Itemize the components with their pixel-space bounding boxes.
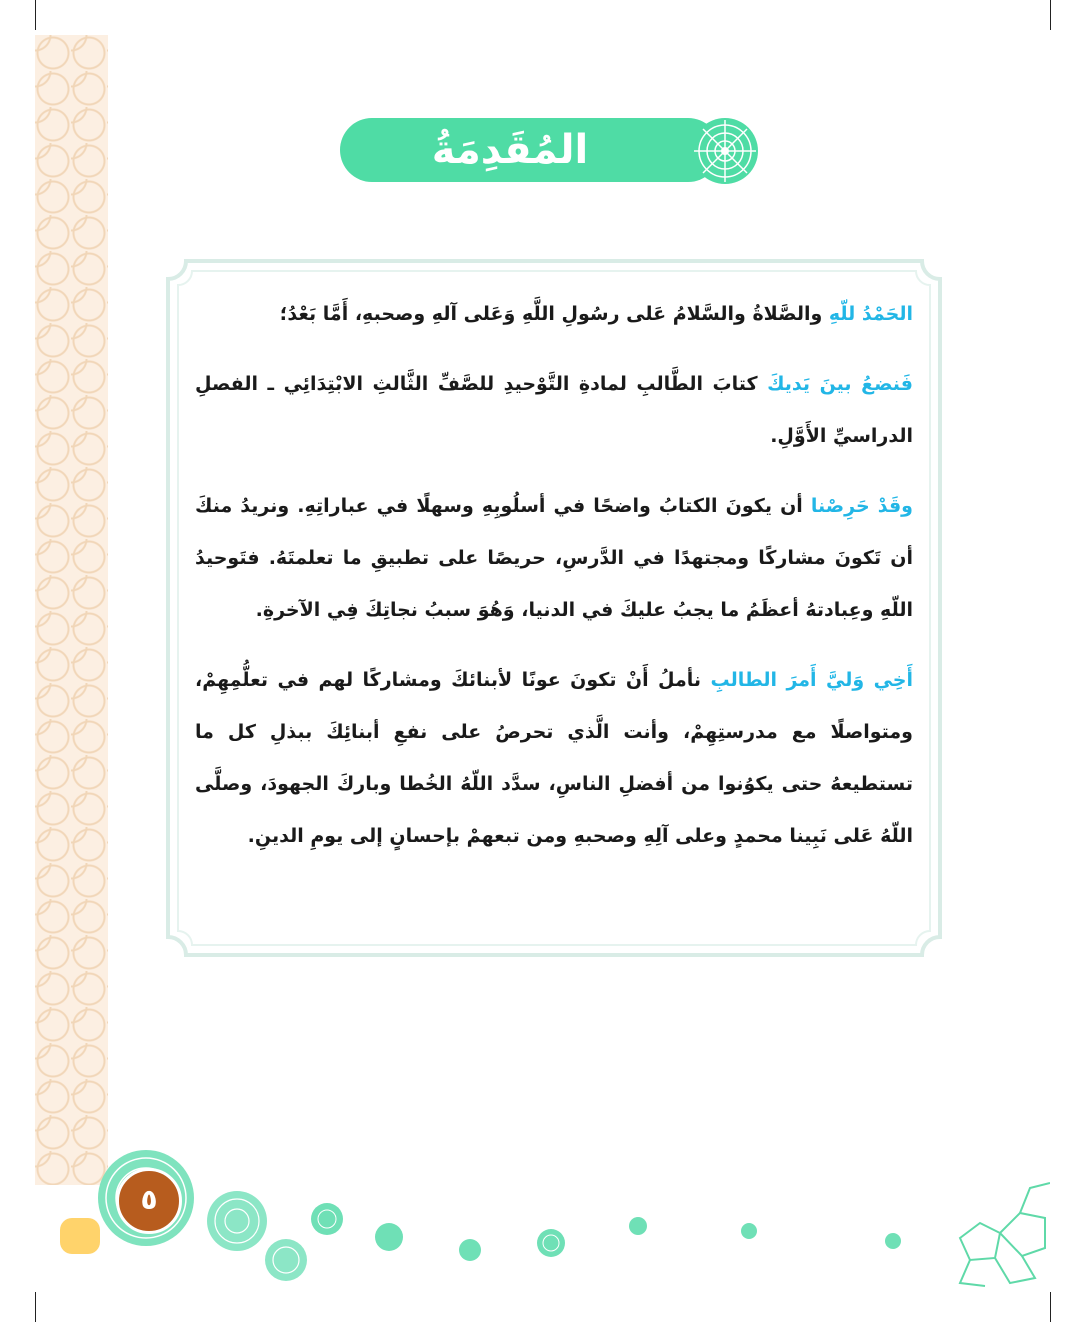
publisher-logo	[60, 1218, 100, 1254]
paragraph-3	[195, 480, 913, 636]
paragraph-2	[195, 358, 913, 462]
page-title: المُقَدِمَةُ	[431, 127, 589, 173]
paragraph-text: والصَّلاةُ والسَّلامُ عَلى رسُولِ اللَّهِ وَعَلى آلهِ وصحبهِ، أَمَّا بَعْدُ؛	[279, 303, 829, 325]
rosette-icon	[206, 1190, 268, 1252]
highlight: أَخِي وَليَّ أَمرَ الطالبِ	[710, 669, 914, 691]
rosette-icon	[264, 1238, 308, 1282]
decorative-side-strip	[35, 35, 108, 1185]
rosette-icon	[690, 116, 760, 186]
rosette-icon	[310, 1202, 344, 1236]
rosette-icon	[884, 1232, 902, 1250]
paragraph-text: أن يكونَ الكتابُ واضحًا في أسلُوبِهِ وسهلًا في عباراتِهِ. ونريدُ منكَ أن تَكونَ مشاركًا ومجتهدًا في الدَّرسِ، حريصًا على تطبيقِ ما تعلمتَهُ. فتَوحيدُ اللّهِ وعِبادتهُ أعظَمُ ما يجبُ عليكَ في الدنيا، وَهُوَ سببُ نجاتِكَ فِي الآخرةِ.	[195, 495, 913, 621]
paragraph-1	[195, 288, 913, 340]
intro-text	[195, 288, 913, 880]
geometric-pattern-corner	[950, 1178, 1050, 1288]
crop-mark	[1050, 0, 1051, 30]
rosette-icon	[458, 1238, 482, 1262]
paragraph-4	[195, 654, 913, 862]
page-number: ٥	[116, 1168, 182, 1234]
highlight: وقَدْ حَرِصْنا	[810, 495, 913, 517]
crop-mark	[35, 1292, 36, 1322]
crop-mark	[1050, 1292, 1051, 1322]
crop-mark	[35, 0, 36, 30]
rosette-icon	[628, 1216, 648, 1236]
rosette-icon	[740, 1222, 758, 1240]
paragraph-text: نأملُ أَنْ تكونَ عونًا لأبنائكَ ومشاركًا لهم في تعلُّمِهِمْ، ومتواصلًا مع مدرستِهِمْ، وأنت الَّذي تحرصُ على نفعِ أبنائِكَ ببذلِ كل ما تستطيعهُ حتى يكوُنوا من أفضلِ الناسِ، سدَّد اللّهُ الخُطا وباركَ الجهودَ، وصلَّى اللّهُ عَلى نَبِينا محمدٍ وعلى آلِهِ وصحبهِ ومن تبعهمْ بإحسانٍ إلى يومِ الدينِ.	[195, 669, 913, 847]
highlight: الحَمْدُ للّهِ	[828, 303, 913, 325]
rosette-icon	[536, 1228, 566, 1258]
paragraph-text: كتابَ الطَّالبِ لمادةِ التَّوْحيدِ للصَّفِّ الثَّالثِ الابْتِدَائِي ـ الفصلِ الدراسيِّ الأَوَّلِ.	[195, 373, 913, 447]
rosette-icon	[374, 1222, 404, 1252]
highlight: فَنضعُ بينَ يَديكَ	[767, 373, 913, 395]
